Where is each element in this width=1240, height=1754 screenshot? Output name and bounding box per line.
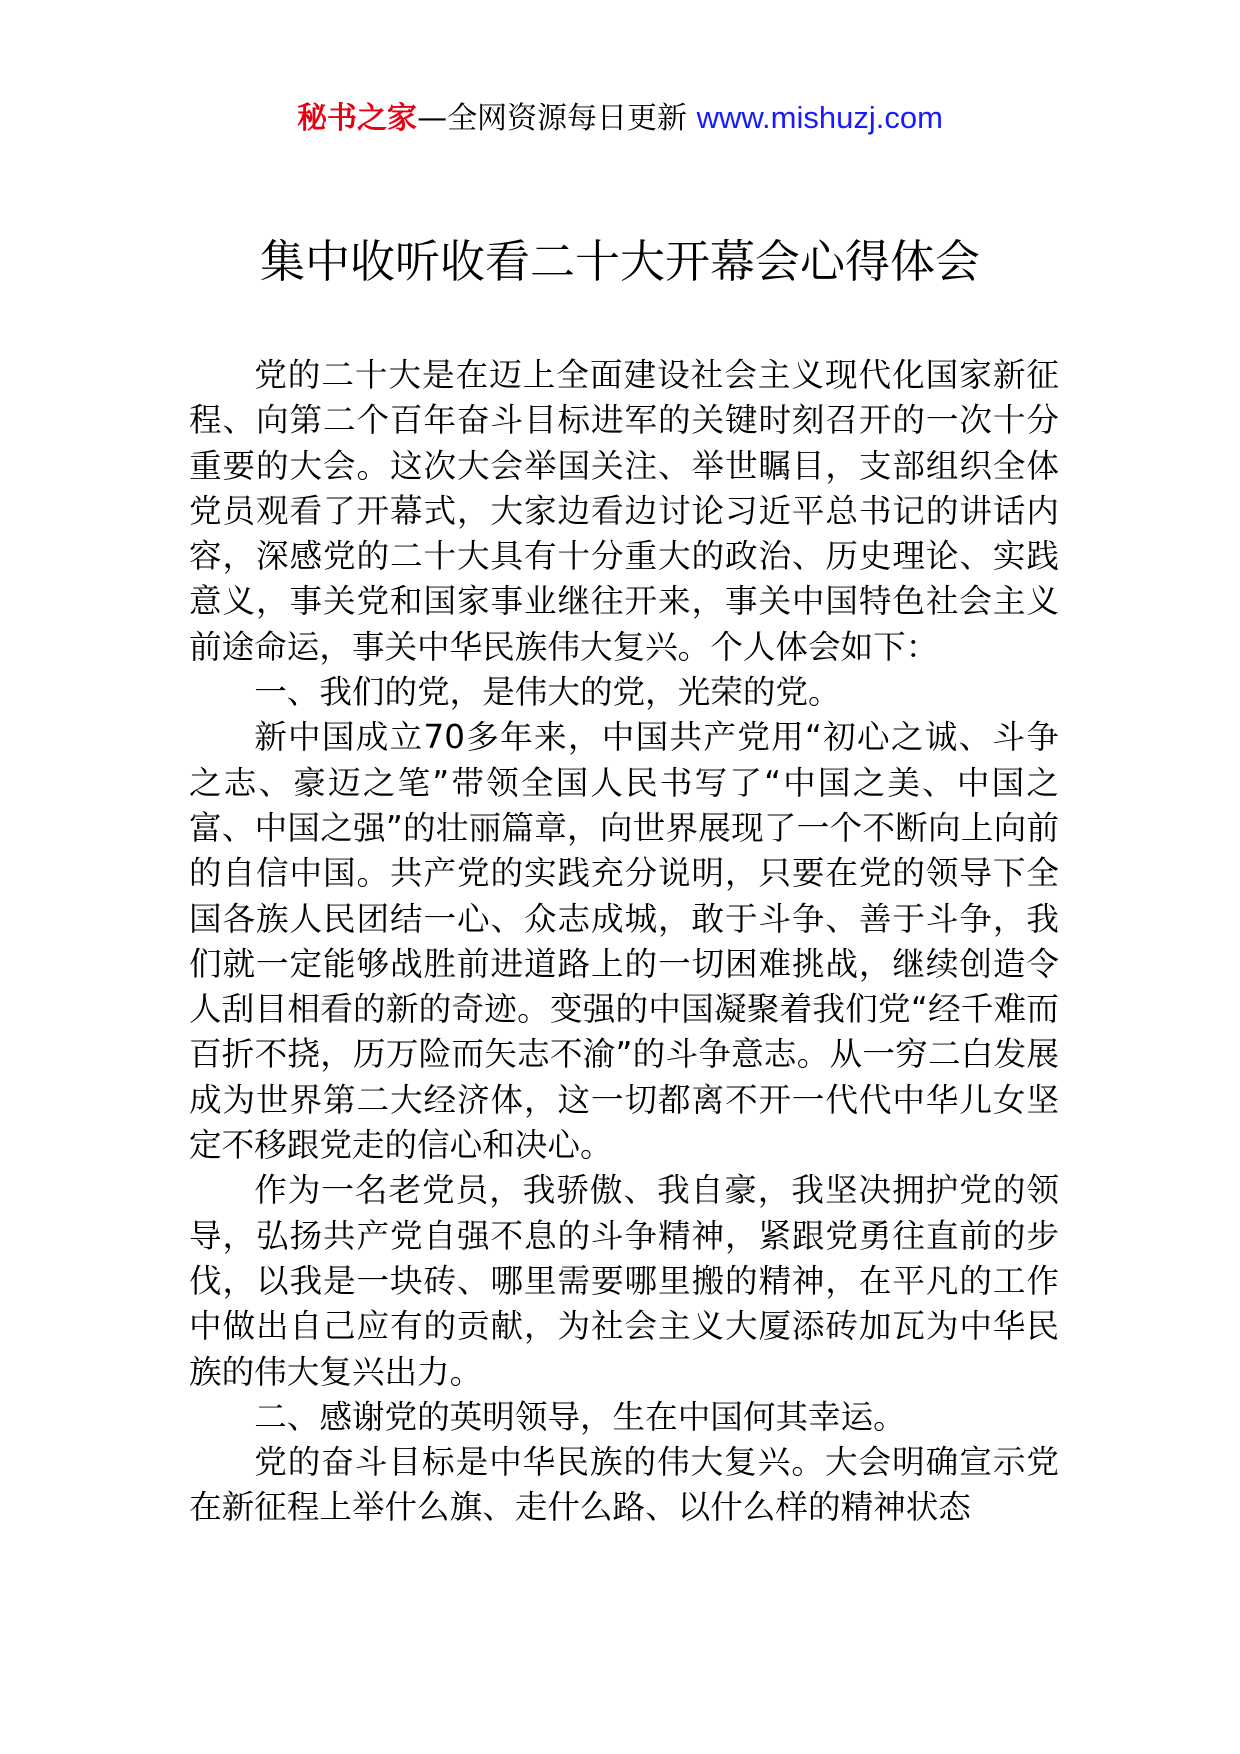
body-paragraph-intro: 党的二十大是在迈上全面建设社会主义现代化国家新征程、向第二个百年奋斗目标进军的关键时刻召开的一次十分重要的大会。这次大会举国关注、举世瞩目，支部组织全体党员观看了开幕式，大家边看边讨论习近平总书记的讲话内容，深感党的二十大具有十分重大的政治、历史理论、实践意义，事关党和国家事业继往开来，事关中国特色社会主义前途命运，事关中华民族伟大复兴。个人体会如下： xyxy=(189,356,1059,666)
body-paragraph: 党的奋斗目标是中华民族的伟大复兴。大会明确宣示党在新征程上举什么旗、走什么路、以什么样的精神状态 xyxy=(189,1443,1059,1527)
body-paragraph: 作为一名老党员，我骄傲、我自豪，我坚决拥护党的领导，弘扬共产党自强不息的斗争精神，紧跟党勇往直前的步伐，以我是一块砖、哪里需要哪里搬的精神，在平凡的工作中做出自己应有的贡献，为社会主义大厦添砖加瓦为中华民族的伟大复兴出力。 xyxy=(189,1171,1059,1391)
document-title: 集中收听收看二十大开幕会心得体会 xyxy=(259,235,980,288)
site-url-link[interactable]: www.mishuzj.com xyxy=(696,100,943,135)
section-heading-1: 一、我们的党，是伟大的党，光荣的党。 xyxy=(254,673,841,712)
body-paragraph: 新中国成立70多年来，中国共产党用“初心之诚、斗争之志、豪迈之笔”带领全国人民书写了“中国之美、中国之富、中国之强”的壮丽篇章，向世界展现了一个不断向上向前的自信中国。共产党的实践充分说明，只要在党的领导下全国各族人民团结一心、众志成城，敢于斗争、善于斗争，我们就一定能够战胜前进道路上的一切困难挑战，继续创造令人刮目相看的新的奇迹。变强的中国凝聚着我们党“经千难而百折不挠，历万险而矢志不渝”的斗争意志。从一穷二白发展成为世界第二大经济体，这一切都离不开一代代中华儿女坚定不移跟党走的信心和决心。 xyxy=(189,718,1059,1165)
document-body xyxy=(189,353,1059,1531)
site-header xyxy=(0,98,1240,139)
header-tagline: —全网资源每日更新 xyxy=(417,101,688,136)
section-heading-2: 二、感谢党的英明领导，生在中国何其幸运。 xyxy=(254,1397,906,1436)
brand-name: 秘书之家 xyxy=(297,101,418,136)
